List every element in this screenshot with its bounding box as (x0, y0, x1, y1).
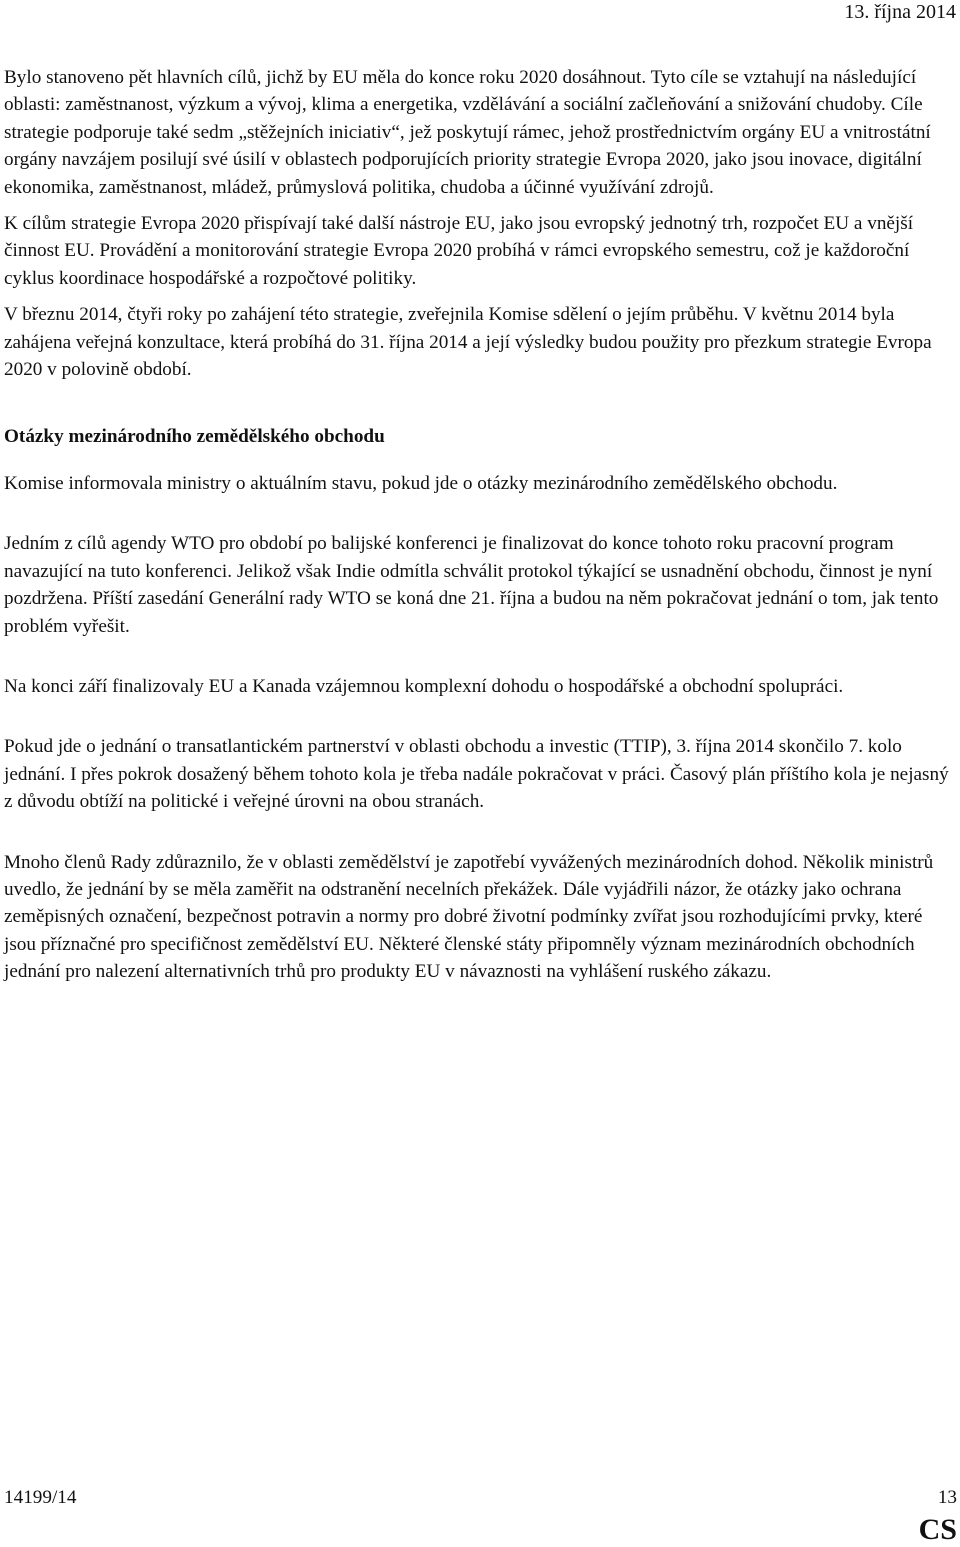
paragraph-ttip-negotiations: Pokud jde o jednání o transatlantickém partnerství v oblasti obchodu a investic (TTIP), 3. října 2014 skončilo 7. kolo jednání. I přes pokrok dosažený během tohoto kola je třeba nadále pokračovat v práci. Časový plán příštího kola je nejasný z důvodu obtíží na politické i veřejné úrovni na obou stranách. (4, 736, 949, 813)
page-footer (4, 1486, 957, 1546)
page-date: 13. října 2014 (844, 1, 956, 23)
paragraph-europe-2020-goals: Bylo stanoveno pět hlavních cílů, jichž by EU měla do konce roku 2020 dosáhnout. Tyto cíle se vztahují na následující oblasti: zaměstnanost, výzkum a vývoj, klima a energetika, vzdělávání a sociální začleňování a snižování chudoby. Cíle strategie podporuje také sedm „stěžejních iniciativ“, jež poskytují rámec, jehož prostřednictvím orgány EU a vnitrostátní orgány navzájem posilují své úsilí v oblastech podporujících priority strategie Evropa 2020, jako jsou inovace, digitální ekonomika, zaměstnanost, mládež, průmyslová politika, chudoba a účinné využívání zdrojů. (4, 67, 931, 198)
paragraph-europe-2020-review: V březnu 2014, čtyři roky po zahájení této strategie, zveřejnila Komise sdělení o jejím průběhu. V květnu 2014 byla zahájena veřejná konzultace, která probíhá do 31. října 2014 a její výsledky budou použity pro přezkum strategie Evropa 2020 v polovině období. (4, 304, 932, 381)
page-number: 13 (937, 1487, 957, 1508)
paragraph-commission-information: Komise informovala ministry o aktuálním stavu, pokud jde o otázky mezinárodního zemědělského obchodu. (4, 472, 838, 494)
paragraph-eu-canada-agreement: Na konci září finalizovaly EU a Kanada vzájemnou komplexní dohodu o hospodářské a obchodní spolupráci. (4, 675, 844, 697)
document-body (4, 64, 954, 986)
language-code: CS (918, 1513, 957, 1546)
paragraph-europe-2020-instruments: K cílům strategie Evropa 2020 přispívají také další nástroje EU, jako jsou evropský jednotný trh, rozpočet EU a vnější činnost EU. Provádění a monitorování strategie Evropa 2020 probíhá v rámci evropského semestru, což je každoroční cyklus koordinace hospodářské a rozpočtové politiky. (4, 213, 914, 289)
document-number: 14199/14 (4, 1487, 77, 1508)
section-heading-agricultural-trade: Otázky mezinárodního zemědělského obchodu (4, 426, 385, 448)
paragraph-wto-agenda: Jedním z cílů agendy WTO pro období po balijské konferenci je finalizovat do konce tohoto roku pracovní program navazující na tuto konferenci. Jelikož však Indie odmítla schválit protokol týkající se usnadnění obchodu, činnost je nyní pozdržena. Příští zasedání Generální rady WTO se koná dne 21. října a budou na něm pokračovat jednání o tom, jak tento problém vyřešit. (4, 533, 939, 637)
paragraph-council-views: Mnoho členů Rady zdůraznilo, že v oblasti zemědělství je zapotřebí vyvážených mezinárodních dohod. Několik ministrů uvedlo, že jednání by se měla zaměřit na odstranění necelních překážek. Dále vyjádřili názor, že otázky jako ochrana zeměpisných označení, bezpečnost potravin a normy pro dobré životní podmínky zvířat jsou rozhodujícími prvky, které jsou příznačné pro specifičnost zemědělství EU. Některé členské státy připomněly význam mezinárodních obchodních jednání pro nalezení alternativních trhů pro produkty EU v návaznosti na vyhlášení ruského zákazu. (4, 851, 934, 983)
